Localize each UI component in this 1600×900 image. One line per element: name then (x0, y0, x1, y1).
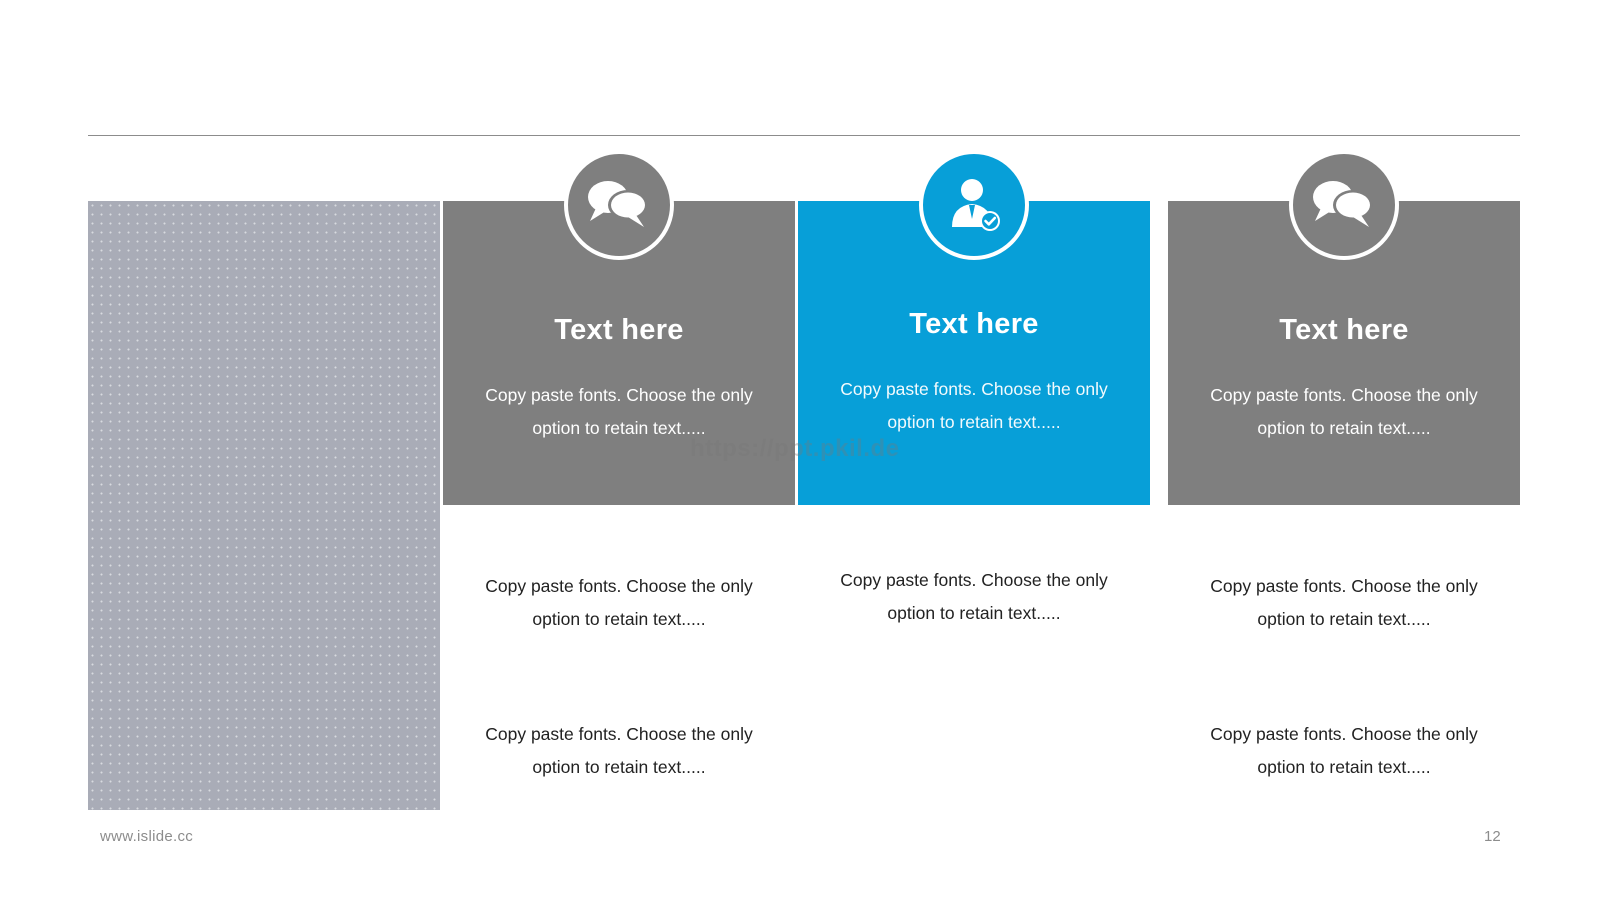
watermark-text: https://ppt.pkil.de (690, 435, 900, 462)
page-number: 12 (1484, 828, 1501, 845)
body-text-col2-row1: Copy paste fonts. Choose the only option to retain text..... (840, 570, 1108, 623)
card-title: Text here (909, 308, 1039, 340)
dotted-pattern-panel (88, 201, 440, 810)
card-2-badge (919, 150, 1029, 260)
card-title: Text here (1279, 314, 1409, 346)
body-text-col1-row2: Copy paste fonts. Choose the only option to retain text..... (485, 724, 753, 777)
card-description: Copy paste fonts. Choose the only option to retain text..... (1210, 385, 1478, 438)
card-title: Text here (554, 314, 684, 346)
speech-bubbles-icon (584, 175, 654, 235)
businessman-check-icon (942, 173, 1006, 237)
body-text-col1-row1: Copy paste fonts. Choose the only option to retain text..... (485, 576, 753, 629)
card-3-badge (1289, 150, 1399, 260)
card-description: Copy paste fonts. Choose the only option to retain text..... (840, 379, 1108, 432)
speech-bubbles-icon (1309, 175, 1379, 235)
top-divider-line (88, 135, 1520, 136)
card-1-badge (564, 150, 674, 260)
body-text-col3-row1: Copy paste fonts. Choose the only option to retain text..... (1210, 576, 1478, 629)
footer-website: www.islide.cc (100, 828, 194, 845)
body-text-col3-row2: Copy paste fonts. Choose the only option to retain text..... (1210, 724, 1478, 777)
card-description: Copy paste fonts. Choose the only option to retain text..... (485, 385, 753, 438)
